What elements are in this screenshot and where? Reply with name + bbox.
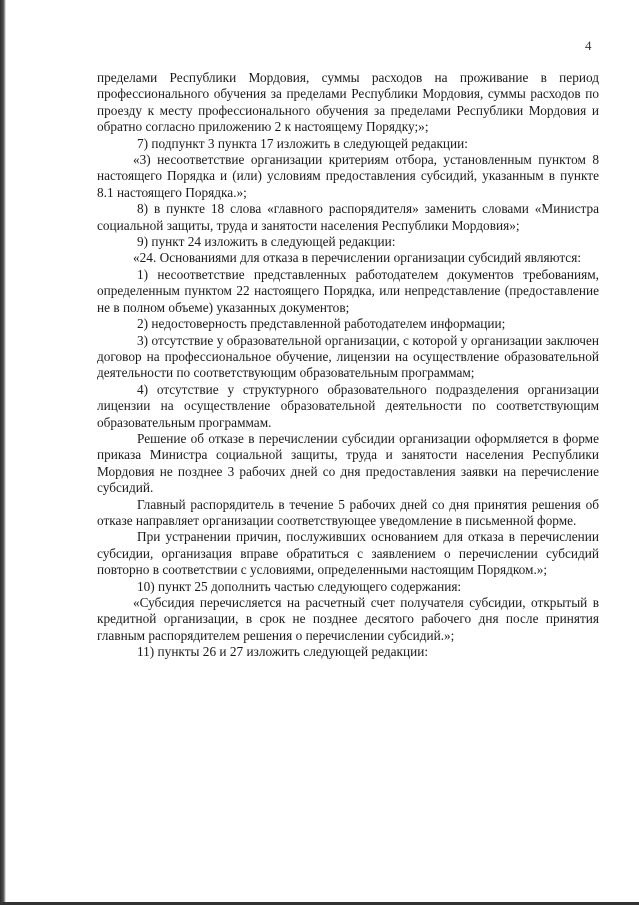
scan-shadow-left-edge bbox=[0, 0, 6, 905]
paragraph-reapplication: При устранении причин, послуживших основанием для отказа в перечислении субсидии, организация вправе обратиться с заявлением о перечислении субсидий повторно в соответствии с условиями, определенными настоящим Порядком.»; bbox=[97, 529, 599, 578]
paragraph-refusal-decision: Решение об отказе в перечислении субсидии организации оформляется в форме приказа Министра социальной защиты, труда и занятости населения Республики Мордовия не позднее 3 рабочих дней со дня предоставления заявки на перечисление субсидий. bbox=[97, 430, 599, 496]
paragraph-subitem-3: 3) отсутствие у образовательной организации, с которой у организации заключен договор на профессиональное обучение, лицензии на осуществление образовательной деятельности по соответствующим образовательным программам; bbox=[97, 332, 599, 381]
paragraph-continuation: пределами Республики Мордовия, суммы расходов на проживание в период профессионального обучения за пределами Республики Мордовия, суммы расходов по проезду к месту профессионального обучения за пределами Республики Мордовия и обратно согласно приложению 2 к настоящему Порядку;»; bbox=[97, 70, 599, 135]
paragraph-subitem-2: 2) недостоверность представленной работодателем информации; bbox=[137, 316, 506, 332]
paragraph-item-10: 10) пункт 25 дополнить частью следующего содержания: bbox=[137, 578, 462, 594]
paragraph-subitem-4: 4) отсутствие у структурного образовательного подразделения организации лицензии на осуществление образовательной деятельности по соответствующим образовательным программам. bbox=[97, 381, 599, 430]
document-body bbox=[97, 70, 599, 661]
paragraph-refusal-notice: Главный распорядитель в течение 5 рабочих дней со дня принятия решения об отказе направляет организации соответствующее уведомление в письменной форме. bbox=[97, 496, 599, 528]
page-number: 4 bbox=[585, 38, 592, 53]
paragraph-item-9: 9) пункт 24 изложить в следующей редакции: bbox=[137, 234, 396, 250]
paragraph-quote-subsidy-transfer: «Субсидия перечисляется на расчетный счет получателя субсидии, открытый в кредитной организации, в срок не позднее десятого рабочего дня после принятия главным распорядителем решения о перечислении субсидий.»; bbox=[97, 595, 599, 643]
paragraph-quote-point-24: «24. Основаниями для отказа в перечислении организации субсидий являются: bbox=[133, 250, 582, 266]
paragraph-subitem-1: 1) несоответствие представленных работодателем документов требованиям, определенным пунктом 22 настоящего Порядка, или непредставление (предоставление не в полном объеме) указанных документов; bbox=[97, 266, 599, 315]
paragraph-item-7: 7) подпункт 3 пункта 17 изложить в следующей редакции: bbox=[137, 135, 468, 151]
paragraph-item-8: 8) в пункте 18 слова «главного распорядителя» заменить словами «Министра социальной защиты, труда и занятости населения Республики Мордовия»; bbox=[97, 201, 599, 233]
paragraph-quote-subitem-3: «3) несоответствие организации критериям отбора, установленным пунктом 8 настоящего Порядка и (или) условиям предоставления субсидий, указанным в пункте 8.1 настоящего Порядка.»; bbox=[97, 152, 599, 200]
paragraph-item-11: 11) пункты 26 и 27 изложить следующей редакции: bbox=[137, 644, 429, 660]
